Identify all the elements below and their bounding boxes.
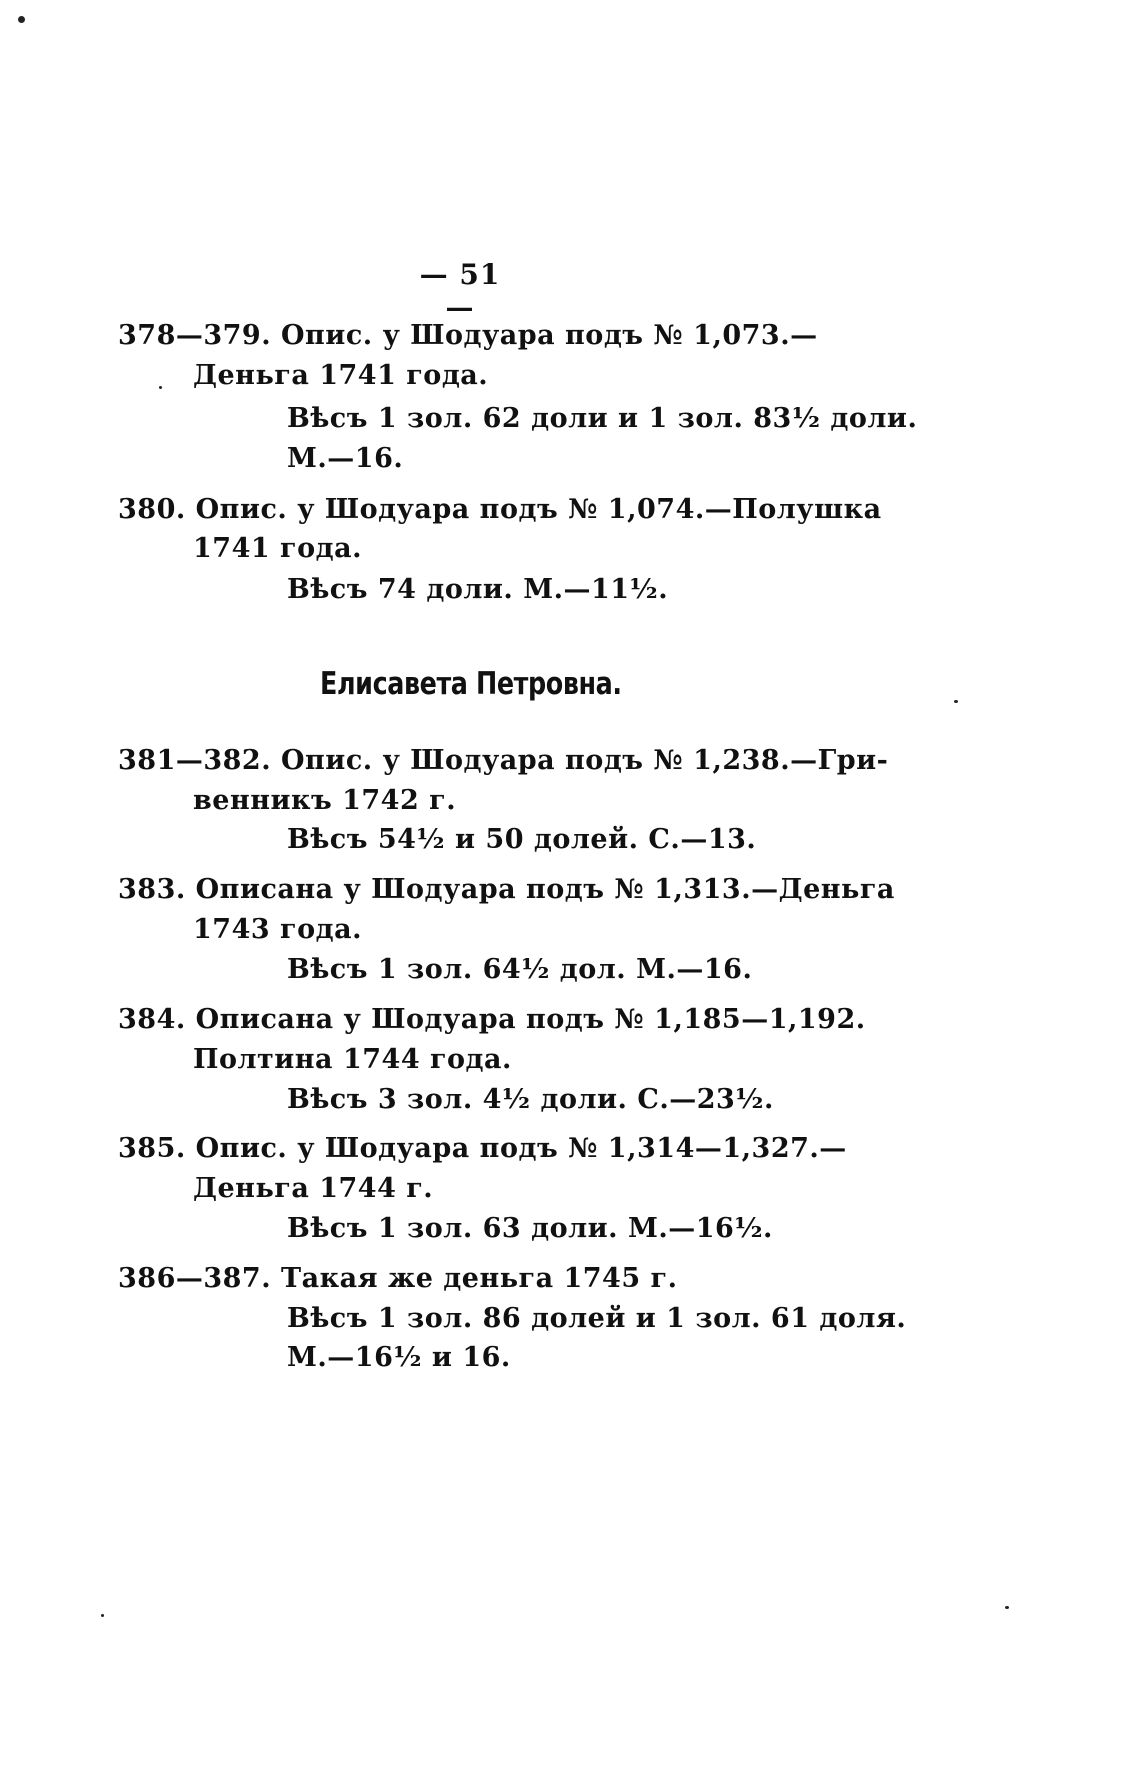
scan-speck [1005, 1606, 1009, 1609]
entry-line: Полтина 1744 года. [193, 1044, 512, 1075]
scan-speck [101, 1614, 104, 1617]
entry-line: 386—387. Такая же деньга 1745 г. [118, 1263, 678, 1294]
entry-line: 383. Описана у Шодуара подъ № 1,313.—Деньга [118, 874, 895, 905]
entry-line: 378—379. Опис. у Шодуара подъ № 1,073.— [118, 320, 818, 351]
scan-speck [159, 386, 162, 389]
entry-line: Деньга 1741 года. [193, 360, 489, 391]
section-heading: Елисавета Петровна. [320, 666, 622, 702]
scan-speck [954, 700, 958, 703]
entry-line: Вѣсъ 1 зол. 63 доли. М.—16½. [287, 1213, 773, 1244]
entry-line: 384. Описана у Шодуара подъ № 1,185—1,192. [118, 1004, 866, 1035]
entry-line: 1741 года. [193, 533, 362, 564]
entry-line: М.—16½ и 16. [287, 1342, 511, 1373]
entry-line: М.—16. [287, 443, 404, 474]
entry-line: Вѣсъ 1 зол. 62 доли и 1 зол. 83½ доли. [287, 403, 918, 434]
entry-line: Вѣсъ 1 зол. 86 долей и 1 зол. 61 доля. [287, 1303, 907, 1334]
entry-line: 381—382. Опис. у Шодуара подъ № 1,238.—Гри- [118, 745, 889, 776]
entry-line: 380. Опис. у Шодуара подъ № 1,074.—Полушка [118, 494, 882, 525]
entry-line: 385. Опис. у Шодуара подъ № 1,314—1,327.— [118, 1133, 847, 1164]
entry-line: Вѣсъ 1 зол. 64½ дол. М.—16. [287, 954, 753, 985]
entry-line: Вѣсъ 74 доли. М.—11½. [287, 574, 669, 605]
entry-line: Деньга 1744 г. [193, 1173, 434, 1204]
entry-line: Вѣсъ 3 зол. 4½ доли. С.—23½. [287, 1084, 774, 1115]
scan-speck [18, 16, 25, 23]
entry-line: 1743 года. [193, 914, 362, 945]
page-number: — 51 — [419, 258, 501, 324]
entry-line: Вѣсъ 54½ и 50 долей. С.—13. [287, 824, 757, 855]
entry-line: венникъ 1742 г. [193, 785, 457, 816]
